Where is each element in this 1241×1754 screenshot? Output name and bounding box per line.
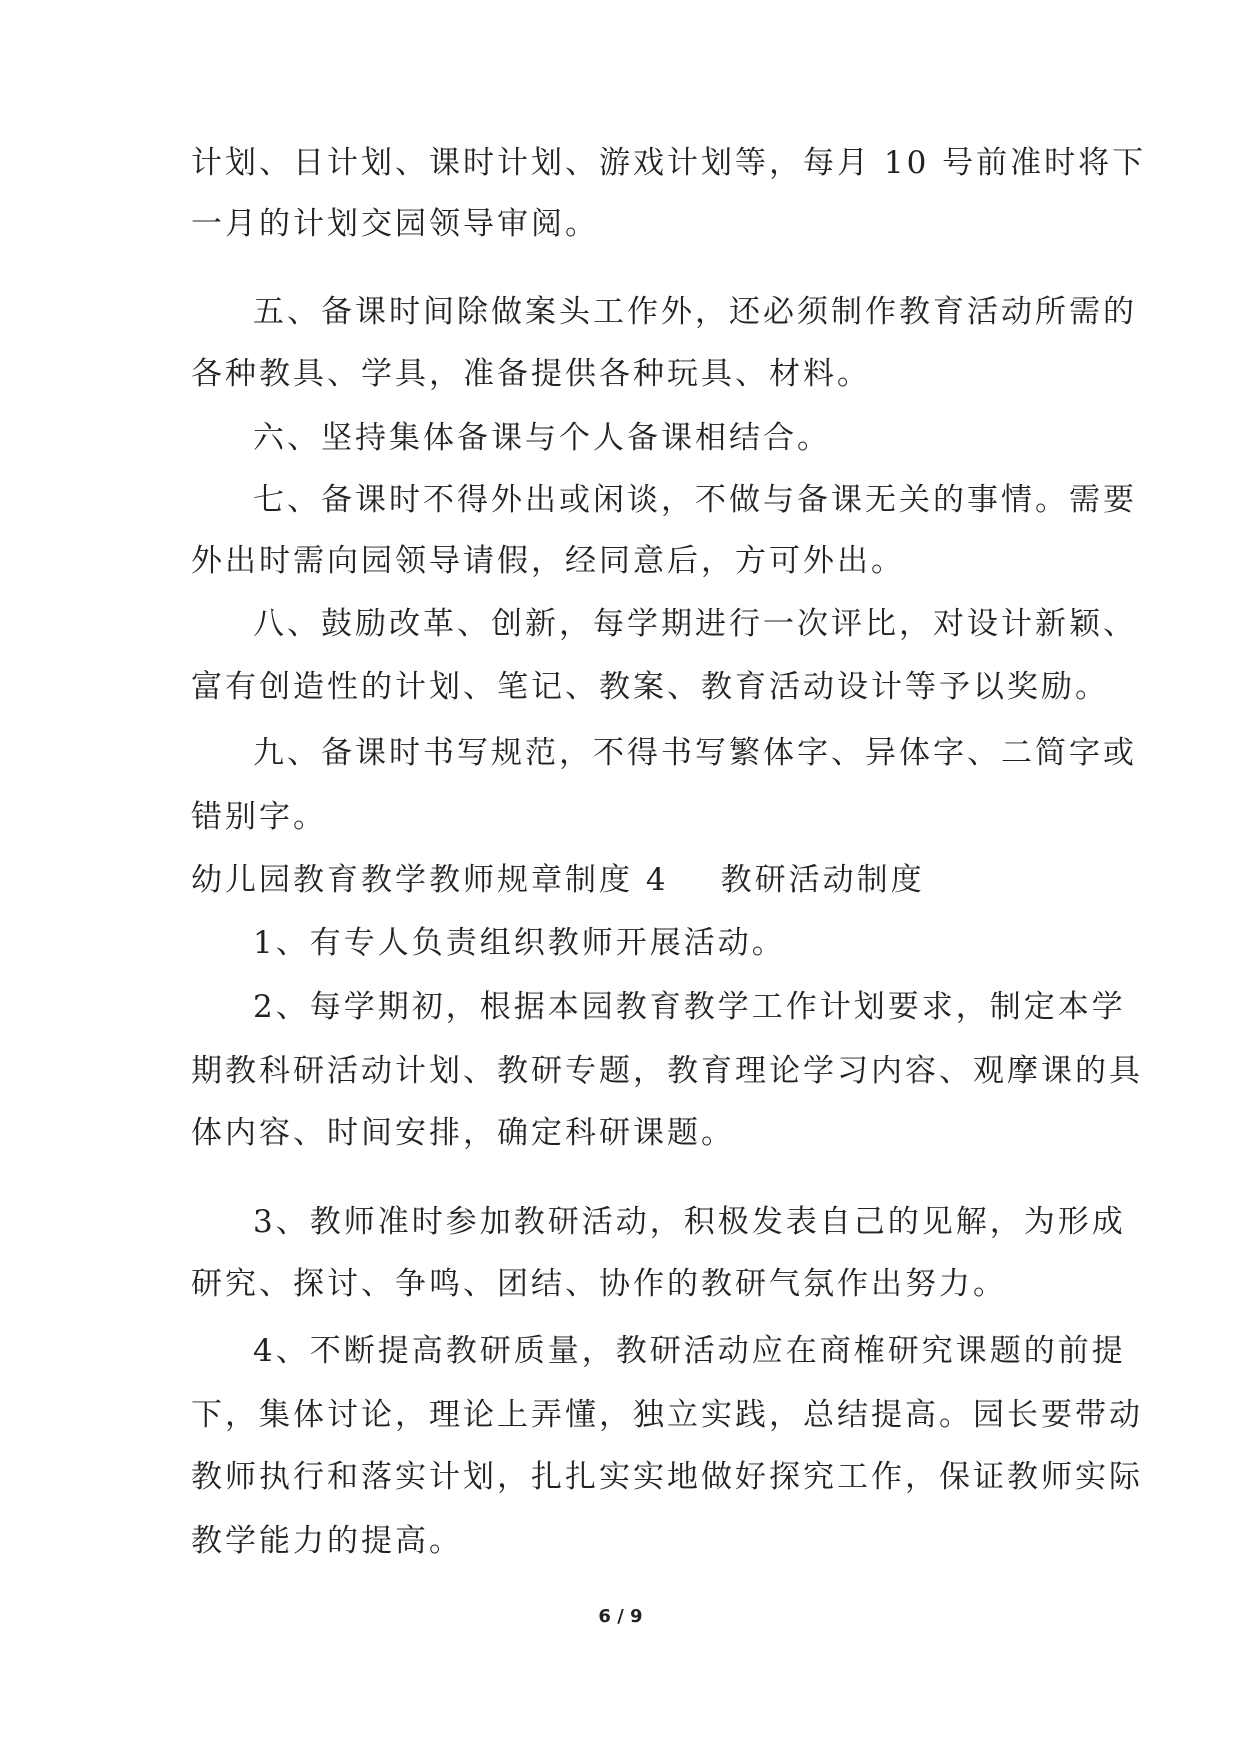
paragraph-line: 1、有专人负责组织教师开展活动。 xyxy=(253,925,786,961)
paragraph-line: 计划、日计划、课时计划、游戏计划等，每月 10 号前准时将下 xyxy=(191,145,1147,181)
paragraph-line: 一月的计划交园领导审阅。 xyxy=(191,206,599,242)
section-title: 幼儿园教育教学教师规章制度 4 xyxy=(191,862,669,898)
paragraph-line: 九、备课时书写规范，不得书写繁体字、异体字、二简字或 xyxy=(253,735,1137,771)
paragraph-line: 八、鼓励改革、创新，每学期进行一次评比，对设计新颖、 xyxy=(253,606,1137,642)
paragraph-line: 4、不断提高教研质量，教研活动应在商榷研究课题的前提 xyxy=(253,1333,1126,1369)
paragraph-line: 六、坚持集体备课与个人备课相结合。 xyxy=(253,420,831,456)
paragraph-line: 错别字。 xyxy=(191,799,327,835)
paragraph-line: 3、教师准时参加教研活动，积极发表自己的见解，为形成 xyxy=(253,1204,1126,1240)
paragraph-line: 期教科研活动计划、教研专题，教育理论学习内容、观摩课的具 xyxy=(191,1053,1143,1089)
paragraph-line: 教师执行和落实计划，扎扎实实地做好探究工作，保证教师实际 xyxy=(191,1459,1143,1495)
paragraph-line: 五、备课时间除做案头工作外，还必须制作教育活动所需的 xyxy=(253,294,1137,330)
section-heading xyxy=(191,860,1071,900)
paragraph-line: 外出时需向园领导请假，经同意后，方可外出。 xyxy=(191,543,905,579)
paragraph-line: 下，集体讨论，理论上弄懂，独立实践，总结提高。园长要带动 xyxy=(191,1397,1143,1433)
paragraph-line: 七、备课时不得外出或闲谈，不做与备课无关的事情。需要 xyxy=(253,482,1137,518)
paragraph-line: 研究、探讨、争鸣、团结、协作的教研气氛作出努力。 xyxy=(191,1266,1007,1302)
page-number: 6 / 9 xyxy=(598,1606,643,1627)
paragraph-line: 2、每学期初，根据本园教育教学工作计划要求，制定本学 xyxy=(253,989,1126,1025)
section-subtitle: 教研活动制度 xyxy=(720,862,925,898)
paragraph-line: 体内容、时间安排，确定科研课题。 xyxy=(191,1115,735,1151)
paragraph-line: 富有创造性的计划、笔记、教案、教育活动设计等予以奖励。 xyxy=(191,669,1109,705)
paragraph-line: 教学能力的提高。 xyxy=(191,1523,463,1559)
paragraph-line: 各种教具、学具，准备提供各种玩具、材料。 xyxy=(191,356,871,392)
